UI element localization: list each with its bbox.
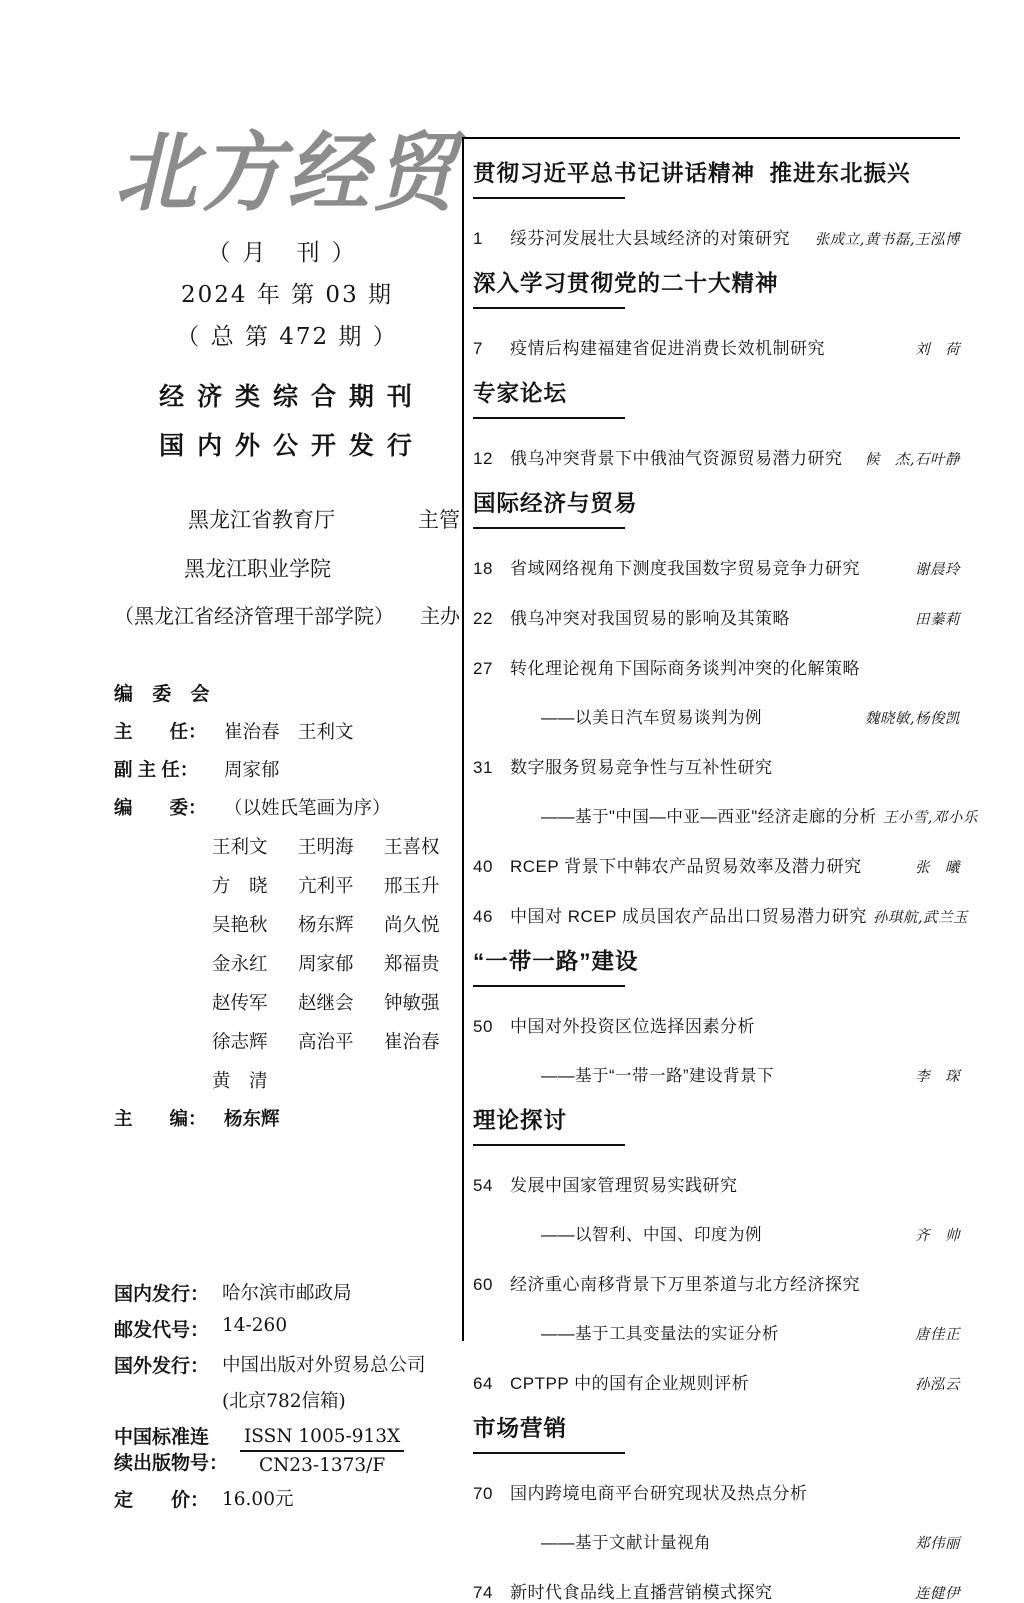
toc-section: [473, 1103, 960, 1394]
entry-authors: 魏晓敏,杨俊凯: [864, 711, 960, 727]
board-member-row: 吴艳秋 杨东辉 尚久悦: [212, 915, 440, 937]
organizer-name: 黑龙江职业学院: [184, 558, 331, 582]
entry-page: 40: [473, 857, 493, 876]
board-member-row: 黄 清: [212, 1071, 268, 1093]
toc-section: [473, 376, 960, 469]
entry-authors: 连健伊: [915, 1586, 960, 1602]
entry-page: 60: [473, 1275, 493, 1294]
section-heading: 理论探讨: [473, 1108, 568, 1133]
journal-issue: 2024 年 第 03 期: [180, 282, 394, 309]
toc-entry-subtitle: [473, 1529, 960, 1553]
section-heading: 市场营销: [473, 1416, 568, 1441]
entry-authors: 李 琛: [915, 1069, 960, 1085]
section-rule: [473, 307, 625, 309]
entry-subtitle: ——以美日汽车贸易谈判为例: [541, 709, 762, 727]
entry-page: 50: [473, 1017, 493, 1036]
section-rule: [473, 197, 625, 199]
toc-entry: [473, 554, 960, 579]
section-heading: 国际经济与贸易: [473, 491, 638, 516]
entry-title: 国内跨境电商平台研究现状及热点分析: [510, 1484, 808, 1503]
organizer-paren: （黑龙江省经济管理干部学院）: [114, 606, 394, 629]
entry-page: 31: [473, 758, 493, 777]
section-heading: 深入学习贯彻党的二十大精神: [473, 271, 779, 296]
entry-page: 64: [473, 1374, 493, 1393]
entry-page: 7: [473, 339, 483, 358]
board-member-row: 徐志辉 高治平 崔治春: [212, 1032, 440, 1054]
domestic-distribution: 国内发行： 哈尔滨市邮政局: [114, 1283, 352, 1306]
section-heading: 专家论坛: [473, 381, 568, 406]
toc-section: [473, 486, 978, 927]
board-member-row: 王利文 王明海 王喜权: [212, 837, 440, 859]
section-rule: [473, 527, 625, 529]
board-member-row: 赵传军 赵继会 钟敏强: [212, 993, 440, 1015]
entry-title: 绥芬河发展壮大县域经济的对策研究: [510, 229, 790, 248]
journal-info-column: [114, 122, 460, 1512]
entry-page: 1: [473, 229, 483, 248]
board-chief-row: 主 编： 杨东辉: [114, 1108, 280, 1130]
entry-subtitle: ——基于工具变量法的实证分析: [541, 1325, 779, 1343]
board-director-row: 主 任： 崔治春 王利文: [114, 721, 354, 744]
toc-entry: [473, 334, 960, 359]
entry-page: 54: [473, 1176, 493, 1195]
cn-number: CN23-1373/F: [258, 1454, 386, 1476]
journal-type-line1: 经 济 类 综 合 期 刊: [159, 383, 415, 412]
entry-page: 18: [473, 559, 493, 578]
entry-title: 俄乌冲突对我国贸易的影响及其策略: [510, 609, 790, 628]
organizer-role: 主办: [420, 606, 460, 629]
issn-number: ISSN 1005-913X: [240, 1426, 404, 1452]
entry-authors: 刘 荷: [915, 342, 960, 358]
toc-section: [473, 266, 960, 359]
entry-authors: 郑伟丽: [915, 1536, 960, 1552]
entry-authors: 孙琪航,武兰玉: [872, 910, 968, 926]
organizer-line: [114, 600, 460, 629]
toc-entry: [473, 1270, 960, 1295]
entry-page: 70: [473, 1484, 493, 1503]
toc-entry: [473, 224, 960, 249]
entry-title: 中国对 RCEP 成员国农产品出口贸易潜力研究: [510, 907, 867, 926]
entry-title: 新时代食品线上直播营销模式探究: [510, 1583, 773, 1602]
entry-title: 省域网络视角下测度我国数字贸易竞争力研究: [510, 559, 860, 578]
supervisor-line: [114, 504, 460, 534]
toc-entry: [473, 902, 968, 927]
journal-issue-total: （ 总 第 472 期 ）: [176, 324, 398, 351]
toc-entry: [473, 444, 960, 469]
supervisor-name: 黑龙江省教育厅: [188, 509, 335, 533]
editorial-board: [114, 679, 460, 1131]
section-rule: [473, 417, 625, 419]
entry-title: RCEP 背景下中韩农产品贸易效率及潜力研究: [510, 857, 862, 876]
toc-entry-subtitle: [473, 803, 978, 827]
toc-entry: [473, 1012, 960, 1037]
entry-subtitle: ——以智利、中国、印度为例: [541, 1226, 762, 1244]
toc-entry: [473, 1369, 960, 1394]
entry-subtitle: ——基于"中国—中亚—西亚"经济走廊的分析: [541, 808, 877, 826]
toc-entry-subtitle: [473, 1320, 960, 1344]
board-member-row: 方 晓 亢利平 邢玉升: [212, 876, 440, 898]
entry-subtitle: ——基于文献计量视角: [541, 1534, 711, 1552]
entry-authors: 候 杰,石叶静: [864, 452, 960, 468]
toc-entry: [473, 1578, 960, 1603]
entry-page: 27: [473, 659, 493, 678]
issn-values: [240, 1426, 404, 1476]
entry-title: 俄乌冲突背景下中俄油气资源贸易潜力研究: [510, 449, 843, 468]
price-row: 定 价： 16.00元: [114, 1489, 294, 1512]
issn-block: [114, 1425, 460, 1476]
toc-entry: [473, 852, 960, 877]
toc-entry-subtitle: [473, 1062, 960, 1086]
distribution-block: [114, 1279, 460, 1512]
toc-entry: [473, 654, 960, 679]
entry-authors: 谢晨玲: [915, 562, 960, 578]
toc-section: [473, 156, 960, 249]
entry-page: 22: [473, 609, 493, 628]
entry-authors: 唐佳正: [915, 1327, 960, 1343]
entry-page: 74: [473, 1583, 493, 1602]
entry-authors: 张 曦: [915, 860, 960, 876]
board-members-row: 编 委： （以姓氏笔画为序）: [114, 797, 391, 819]
toc-entry: [473, 1479, 960, 1504]
entry-authors: 齐 帅: [915, 1228, 960, 1244]
toc-entry: [473, 1171, 960, 1196]
supervisor-role: 主管: [418, 509, 460, 533]
board-title: 编 委 会: [114, 684, 217, 706]
toc-entry-subtitle: [473, 704, 960, 728]
journal-logo: 北方经贸: [115, 122, 459, 224]
toc-entry: [473, 753, 960, 778]
board-member-row: 金永红 周家郁 郑福贵: [212, 954, 440, 976]
toc-entry-subtitle: [473, 1221, 960, 1245]
publisher-block: [114, 504, 460, 629]
section-heading: “一带一路”建设: [473, 949, 639, 974]
section-rule: [473, 1452, 625, 1454]
entry-title: 经济重心南移背景下万里茶道与北方经济探究: [510, 1275, 860, 1294]
entry-title: CPTPP 中的国有企业规则评析: [510, 1374, 750, 1393]
section-heading: 贯彻习近平总书记讲话精神 推进东北振兴: [473, 161, 911, 186]
postal-code: 邮发代号： 14-260: [114, 1315, 288, 1342]
entry-authors: 张成立,黄书磊,王泓博: [814, 232, 960, 248]
section-rule: [473, 1144, 625, 1146]
section-rule: [473, 985, 625, 987]
entry-title: 数字服务贸易竞争性与互补性研究: [510, 758, 773, 777]
entry-authors: 田蓁莉: [915, 612, 960, 628]
issn-label: 中国标准连 续出版物号：: [114, 1427, 229, 1474]
entry-authors: 孙泓云: [915, 1377, 960, 1393]
foreign-distribution: 国外发行： 中国出版对外贸易总公司: [114, 1355, 426, 1378]
entry-authors: 王小雪,邓小乐: [882, 810, 978, 826]
entry-title: 发展中国家管理贸易实践研究: [510, 1176, 738, 1195]
entry-title: 转化理论视角下国际商务谈判冲突的化解策略: [510, 659, 860, 678]
entry-page: 46: [473, 907, 493, 926]
toc-entry: [473, 604, 960, 629]
entry-subtitle: ——基于“一带一路”建设背景下: [541, 1067, 774, 1085]
toc-section: [473, 944, 960, 1086]
table-of-contents: [462, 137, 978, 1602]
journal-type-line2: 国 内 外 公 开 发 行: [159, 432, 415, 461]
entry-page: 12: [473, 449, 493, 468]
entry-title: 疫情后构建福建省促进消费长效机制研究: [510, 339, 825, 358]
board-deputy-row: 副 主 任： 周家郁: [114, 759, 280, 782]
foreign-distribution-address: (北京782信箱): [222, 1391, 346, 1413]
entry-title: 中国对外投资区位选择因素分析: [510, 1017, 755, 1036]
toc-section: [473, 1411, 960, 1603]
journal-frequency: （月 刊）: [207, 240, 367, 267]
